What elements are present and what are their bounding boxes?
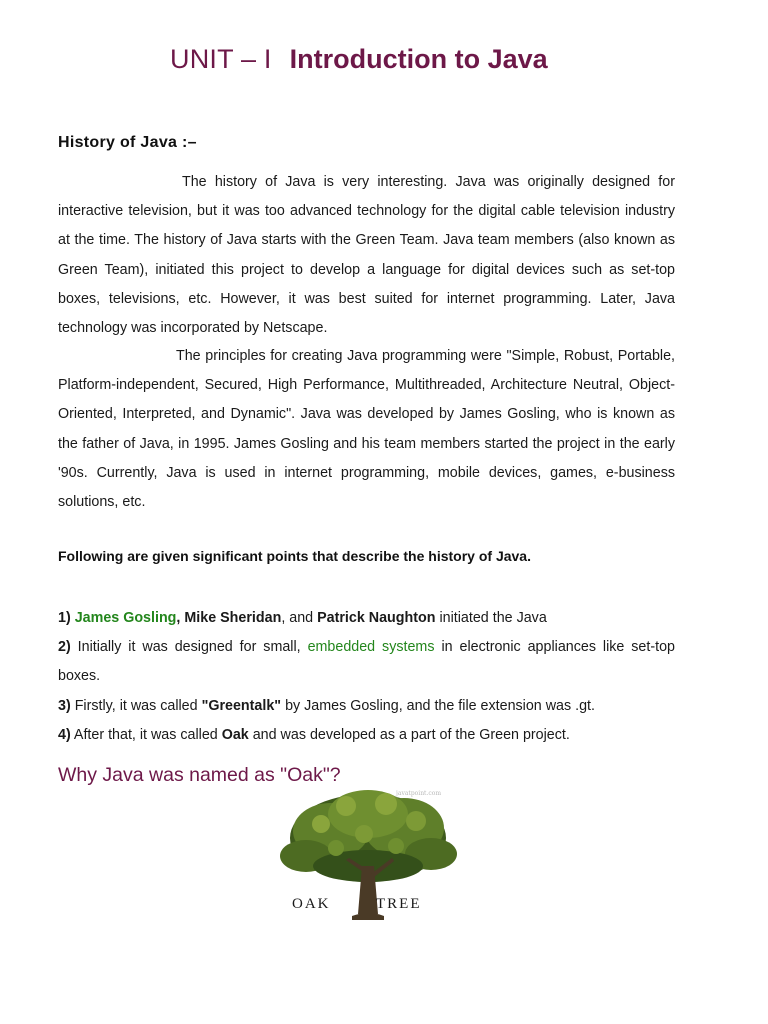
list-item bbox=[58, 692, 675, 721]
point-text: initiated the Java bbox=[439, 610, 547, 626]
oak-label: OAK bbox=[292, 896, 331, 912]
unit-title: Introduction to Java bbox=[289, 44, 548, 74]
history-heading: History of Java :– bbox=[58, 134, 197, 151]
point-number: 3) bbox=[58, 697, 71, 714]
comma: , bbox=[176, 610, 181, 626]
connector-text: , and bbox=[281, 610, 314, 626]
name-mike-sheridan: Mike Sheridan bbox=[184, 610, 282, 626]
point-text: Initially it was designed for small, bbox=[77, 639, 301, 656]
list-item bbox=[58, 633, 675, 691]
embedded-systems-link[interactable]: embedded systems bbox=[307, 639, 435, 656]
point-text: and was developed as a part of the Green project. bbox=[252, 726, 570, 743]
tree-label: TREE bbox=[376, 896, 422, 912]
james-gosling-link[interactable]: James Gosling bbox=[74, 610, 177, 626]
list-item bbox=[58, 604, 675, 633]
page-title bbox=[170, 44, 730, 75]
history-points-list bbox=[58, 604, 675, 750]
list-item bbox=[58, 721, 675, 750]
point-text: Firstly, it was called bbox=[74, 697, 198, 714]
history-paragraph-2: The principles for creating Java programming were "Simple, Robust, Portable, Platform-independent, Secured, High Performance, Multithreaded, Architecture Neutral, Object-Oriented, Interpreted, and Dynamic". Java was developed by James Gosling, who is known as the father of Java, in 1995. James Gosling and his team members started the project in the early '90s. Currently, Java is used in internet programming, mobile devices, games, e-business solutions, etc. bbox=[58, 348, 675, 511]
points-heading: Following are given significant points that describe the history of Java. bbox=[58, 548, 531, 564]
why-oak-heading: Why Java was named as "Oak"? bbox=[58, 764, 341, 786]
point-number: 1) bbox=[58, 610, 71, 626]
image-watermark: javatpoint.com bbox=[396, 790, 442, 797]
point-text: by James Gosling, and the file extension was .gt. bbox=[285, 697, 595, 714]
history-paragraph-1: The history of Java is very interesting. Java was originally designed for interactive television, but it was too advanced technology for the digital cable television industry at the time. The history of Java starts with the Green Team. Java team members (also known as Green Team), initiated this project to develop a language for digital devices such as set-top boxes, televisions, etc. However, it was best suited for internet programming. Later, Java technology was incorporated by Netscape. bbox=[58, 174, 675, 337]
point-number: 2) bbox=[58, 639, 71, 656]
point-text: in electronic appliances like set-top boxes. bbox=[58, 639, 675, 685]
point-text: After that, it was called bbox=[73, 726, 218, 743]
greentalk-term: "Greentalk" bbox=[201, 697, 282, 714]
name-patrick-naughton: Patrick Naughton bbox=[317, 610, 436, 626]
oak-term: Oak bbox=[221, 726, 249, 743]
unit-label: UNIT – I bbox=[170, 44, 272, 74]
point-number: 4) bbox=[58, 726, 71, 743]
